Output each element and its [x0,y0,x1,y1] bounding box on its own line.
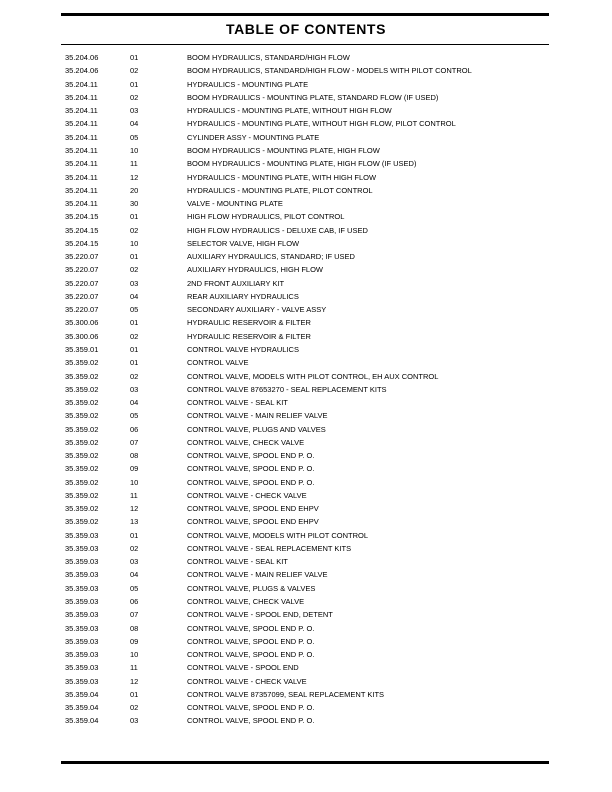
toc-section-number: 35.359.02 [65,384,99,394]
toc-sub-number: 03 [130,278,139,288]
toc-sub-number: 01 [130,318,139,328]
toc-section-number: 35.204.11 [65,185,98,195]
toc-description: CONTROL VALVE, SPOOL END P. O. [187,464,315,474]
toc-row [65,290,572,303]
toc-description: CYLINDER ASSY - MOUNTING PLATE [187,132,320,142]
toc-description: HYDRAULIC RESERVOIR & FILTER [187,331,311,341]
toc-row [65,502,572,515]
toc-section-number: 35.220.07 [65,278,99,288]
toc-section-number: 35.204.11 [65,92,98,102]
toc-sub-number: 03 [130,557,139,567]
toc-sub-number: 30 [130,199,139,209]
toc-description: CONTROL VALVE - SEAL KIT [187,557,288,567]
toc-section-number: 35.359.02 [65,464,99,474]
toc-row [65,316,572,329]
toc-sub-number: 09 [130,464,139,474]
toc-row [65,409,572,422]
toc-row [65,157,572,170]
toc-description: BOOM HYDRAULICS - MOUNTING PLATE, HIGH FLOW [187,145,380,155]
toc-row [65,489,572,502]
toc-sub-number: 03 [130,716,139,726]
toc-sub-number: 08 [130,623,139,633]
toc-description: 2ND FRONT AUXILIARY KIT [187,278,285,288]
toc-row [65,608,572,621]
toc-row [65,595,572,608]
toc-description: CONTROL VALVE HYDRAULICS [187,344,299,354]
toc-row [65,250,572,263]
toc-sub-number: 10 [130,650,139,660]
toc-section-number: 35.204.15 [65,225,99,235]
toc-row [65,515,572,528]
toc-sub-number: 03 [130,106,139,116]
toc-row [65,144,572,157]
toc-row [65,51,572,64]
toc-description: CONTROL VALVE - CHECK VALVE [187,490,307,500]
toc-section-number: 35.359.02 [65,358,99,368]
toc-sub-number: 09 [130,636,139,646]
toc-sub-number: 12 [130,676,139,686]
toc-description: CONTROL VALVE, SPOOL END P. O. [187,716,315,726]
toc-section-number: 35.359.01 [65,344,99,354]
toc-description: CONTROL VALVE - SPOOL END, DETENT [187,610,333,620]
toc-sub-number: 05 [130,583,139,593]
toc-section-number: 35.359.04 [65,689,99,699]
toc-section-number: 35.359.02 [65,398,99,408]
toc-row [65,343,572,356]
toc-sub-number: 12 [130,172,139,182]
toc-row [65,582,572,595]
toc-description: CONTROL VALVE - SEAL REPLACEMENT KITS [187,543,352,553]
toc-section-number: 35.204.11 [65,145,98,155]
toc-section-number: 35.220.07 [65,265,99,275]
toc-sub-number: 05 [130,132,139,142]
toc-description: CONTROL VALVE, MODELS WITH PILOT CONTROL [187,530,368,540]
toc-section-number: 35.359.03 [65,650,99,660]
toc-sub-number: 04 [130,570,139,580]
toc-description: CONTROL VALVE, SPOOL END P. O. [187,477,315,487]
toc-sub-number: 20 [130,185,139,195]
toc-description: REAR AUXILIARY HYDRAULICS [187,291,299,301]
toc-description: CONTROL VALVE, SPOOL END P. O. [187,623,315,633]
toc-section-number: 35.359.03 [65,610,99,620]
toc-description: CONTROL VALVE, SPOOL END P. O. [187,703,315,713]
toc-description: CONTROL VALVE - SPOOL END [187,663,299,673]
toc-list [65,51,572,728]
toc-row [65,117,572,130]
toc-sub-number: 11 [130,490,138,500]
toc-sub-number: 06 [130,424,139,434]
toc-sub-number: 01 [130,252,139,262]
toc-section-number: 35.300.06 [65,331,99,341]
toc-section-number: 35.204.06 [65,53,99,63]
title-divider [61,44,549,45]
toc-row [65,542,572,555]
toc-description: BOOM HYDRAULICS, STANDARD/HIGH FLOW [187,53,350,63]
toc-description: HYDRAULICS - MOUNTING PLATE, WITHOUT HIGH FLOW [187,106,392,116]
toc-row [65,64,572,77]
toc-section-number: 35.359.02 [65,477,99,487]
toc-section-number: 35.359.03 [65,676,99,686]
toc-description: CONTROL VALVE, SPOOL END EHPV [187,517,319,527]
toc-description: AUXILIARY HYDRAULICS, STANDARD; IF USED [187,252,355,262]
toc-description: CONTROL VALVE, SPOOL END P. O. [187,636,315,646]
toc-row [65,91,572,104]
toc-sub-number: 02 [130,225,139,235]
toc-section-number: 35.359.02 [65,437,99,447]
toc-section-number: 35.359.04 [65,703,99,713]
top-rule [61,13,549,16]
toc-description: AUXILIARY HYDRAULICS, HIGH FLOW [187,265,324,275]
toc-sub-number: 11 [130,159,138,169]
toc-row [65,648,572,661]
toc-row [65,383,572,396]
toc-row [65,674,572,687]
toc-description: HYDRAULICS - MOUNTING PLATE, PILOT CONTROL [187,185,373,195]
toc-row [65,170,572,183]
toc-description: CONTROL VALVE, SPOOL END P. O. [187,451,315,461]
toc-section-number: 35.204.11 [65,79,98,89]
toc-row [65,635,572,648]
toc-description: CONTROL VALVE, PLUGS AND VALVES [187,424,326,434]
toc-row [65,210,572,223]
toc-section-number: 35.359.02 [65,424,99,434]
toc-row [65,449,572,462]
toc-section-number: 35.359.03 [65,623,99,633]
toc-row [65,356,572,369]
toc-description: VALVE - MOUNTING PLATE [187,199,283,209]
toc-sub-number: 11 [130,663,138,673]
toc-sub-number: 06 [130,597,139,607]
toc-sub-number: 01 [130,530,139,540]
bottom-rule [61,761,549,764]
toc-row [65,78,572,91]
toc-row [65,396,572,409]
toc-sub-number: 01 [130,689,139,699]
toc-description: CONTROL VALVE, SPOOL END EHPV [187,504,319,514]
toc-sub-number: 10 [130,238,139,248]
toc-section-number: 35.204.11 [65,159,98,169]
toc-row [65,436,572,449]
toc-section-number: 35.204.11 [65,132,98,142]
toc-section-number: 35.220.07 [65,252,99,262]
toc-description: SELECTOR VALVE, HIGH FLOW [187,238,300,248]
toc-row [65,568,572,581]
toc-sub-number: 13 [130,517,139,527]
toc-sub-number: 07 [130,437,139,447]
toc-row [65,462,572,475]
toc-row [65,104,572,117]
toc-section-number: 35.204.15 [65,212,99,222]
page-title: TABLE OF CONTENTS [225,21,387,37]
toc-section-number: 35.220.07 [65,305,99,315]
toc-sub-number: 04 [130,119,139,129]
toc-section-number: 35.204.06 [65,66,99,76]
toc-row [65,701,572,714]
toc-description: SECONDARY AUXILIARY - VALVE ASSY [187,305,327,315]
toc-section-number: 35.359.02 [65,451,99,461]
toc-section-number: 35.359.03 [65,530,99,540]
toc-section-number: 35.359.03 [65,597,99,607]
toc-section-number: 35.359.03 [65,570,99,580]
toc-section-number: 35.359.03 [65,543,99,553]
toc-section-number: 35.220.07 [65,291,99,301]
toc-description: HYDRAULICS - MOUNTING PLATE, WITH HIGH FLOW [187,172,377,182]
toc-row [65,476,572,489]
toc-section-number: 35.359.02 [65,411,99,421]
toc-description: HYDRAULICS - MOUNTING PLATE, WITHOUT HIGH FLOW, PILOT CONTROL [187,119,456,129]
toc-sub-number: 02 [130,543,139,553]
toc-description: HIGH FLOW HYDRAULICS - DELUXE CAB, IF USED [187,225,368,235]
toc-sub-number: 10 [130,477,139,487]
toc-sub-number: 04 [130,291,139,301]
toc-section-number: 35.204.11 [65,172,98,182]
toc-sub-number: 01 [130,344,139,354]
toc-row [65,714,572,727]
toc-sub-number: 10 [130,145,139,155]
toc-sub-number: 05 [130,305,139,315]
toc-description: CONTROL VALVE - MAIN RELIEF VALVE [187,411,328,421]
toc-section-number: 35.359.02 [65,371,99,381]
toc-sub-number: 01 [130,212,139,222]
toc-section-number: 35.300.06 [65,318,99,328]
toc-row [65,223,572,236]
toc-section-number: 35.204.11 [65,199,98,209]
toc-row [65,131,572,144]
toc-section-number: 35.359.04 [65,716,99,726]
toc-description: HYDRAULIC RESERVOIR & FILTER [187,318,311,328]
toc-row [65,277,572,290]
toc-description: BOOM HYDRAULICS - MOUNTING PLATE, HIGH FLOW (IF USED) [187,159,417,169]
toc-description: CONTROL VALVE, SPOOL END P. O. [187,650,315,660]
toc-row [65,621,572,634]
toc-description: HYDRAULICS - MOUNTING PLATE [187,79,309,89]
toc-sub-number: 02 [130,371,139,381]
toc-sub-number: 02 [130,92,139,102]
toc-sub-number: 07 [130,610,139,620]
toc-section-number: 35.204.11 [65,119,98,129]
toc-description: CONTROL VALVE, PLUGS & VALVES [187,583,316,593]
toc-section-number: 35.359.03 [65,583,99,593]
toc-row [65,369,572,382]
toc-sub-number: 01 [130,79,139,89]
toc-row [65,237,572,250]
toc-row [65,263,572,276]
toc-description: CONTROL VALVE, CHECK VALVE [187,597,305,607]
toc-sub-number: 03 [130,384,139,394]
toc-sub-number: 04 [130,398,139,408]
toc-section-number: 35.359.02 [65,517,99,527]
toc-section-number: 35.359.03 [65,663,99,673]
toc-description: HIGH FLOW HYDRAULICS, PILOT CONTROL [187,212,345,222]
toc-description: CONTROL VALVE 87357099, SEAL REPLACEMENT KITS [187,689,385,699]
toc-description: BOOM HYDRAULICS - MOUNTING PLATE, STANDARD FLOW (IF USED) [187,92,439,102]
toc-description: CONTROL VALVE [187,358,249,368]
toc-row [65,184,572,197]
toc-description: CONTROL VALVE, MODELS WITH PILOT CONTROL, EH AUX CONTROL [187,371,439,381]
toc-description: BOOM HYDRAULICS, STANDARD/HIGH FLOW - MODELS WITH PILOT CONTROL [187,66,472,76]
toc-sub-number: 08 [130,451,139,461]
toc-section-number: 35.204.11 [65,106,98,116]
toc-sub-number: 02 [130,66,139,76]
toc-sub-number: 02 [130,331,139,341]
toc-row [65,661,572,674]
toc-row [65,197,572,210]
toc-section-number: 35.359.02 [65,490,99,500]
toc-description: CONTROL VALVE, CHECK VALVE [187,437,305,447]
toc-row [65,555,572,568]
toc-row [65,529,572,542]
toc-sub-number: 01 [130,358,139,368]
toc-sub-number: 12 [130,504,139,514]
toc-description: CONTROL VALVE 87653270 - SEAL REPLACEMENT KITS [187,384,387,394]
toc-row [65,330,572,343]
toc-sub-number: 02 [130,265,139,275]
toc-section-number: 35.359.03 [65,557,99,567]
toc-description: CONTROL VALVE - MAIN RELIEF VALVE [187,570,328,580]
toc-row [65,422,572,435]
toc-row [65,303,572,316]
toc-description: CONTROL VALVE - SEAL KIT [187,398,288,408]
toc-description: CONTROL VALVE - CHECK VALVE [187,676,307,686]
toc-sub-number: 05 [130,411,139,421]
toc-section-number: 35.359.03 [65,636,99,646]
toc-row [65,688,572,701]
toc-sub-number: 01 [130,53,139,63]
toc-section-number: 35.359.02 [65,504,99,514]
toc-sub-number: 02 [130,703,139,713]
toc-section-number: 35.204.15 [65,238,99,248]
